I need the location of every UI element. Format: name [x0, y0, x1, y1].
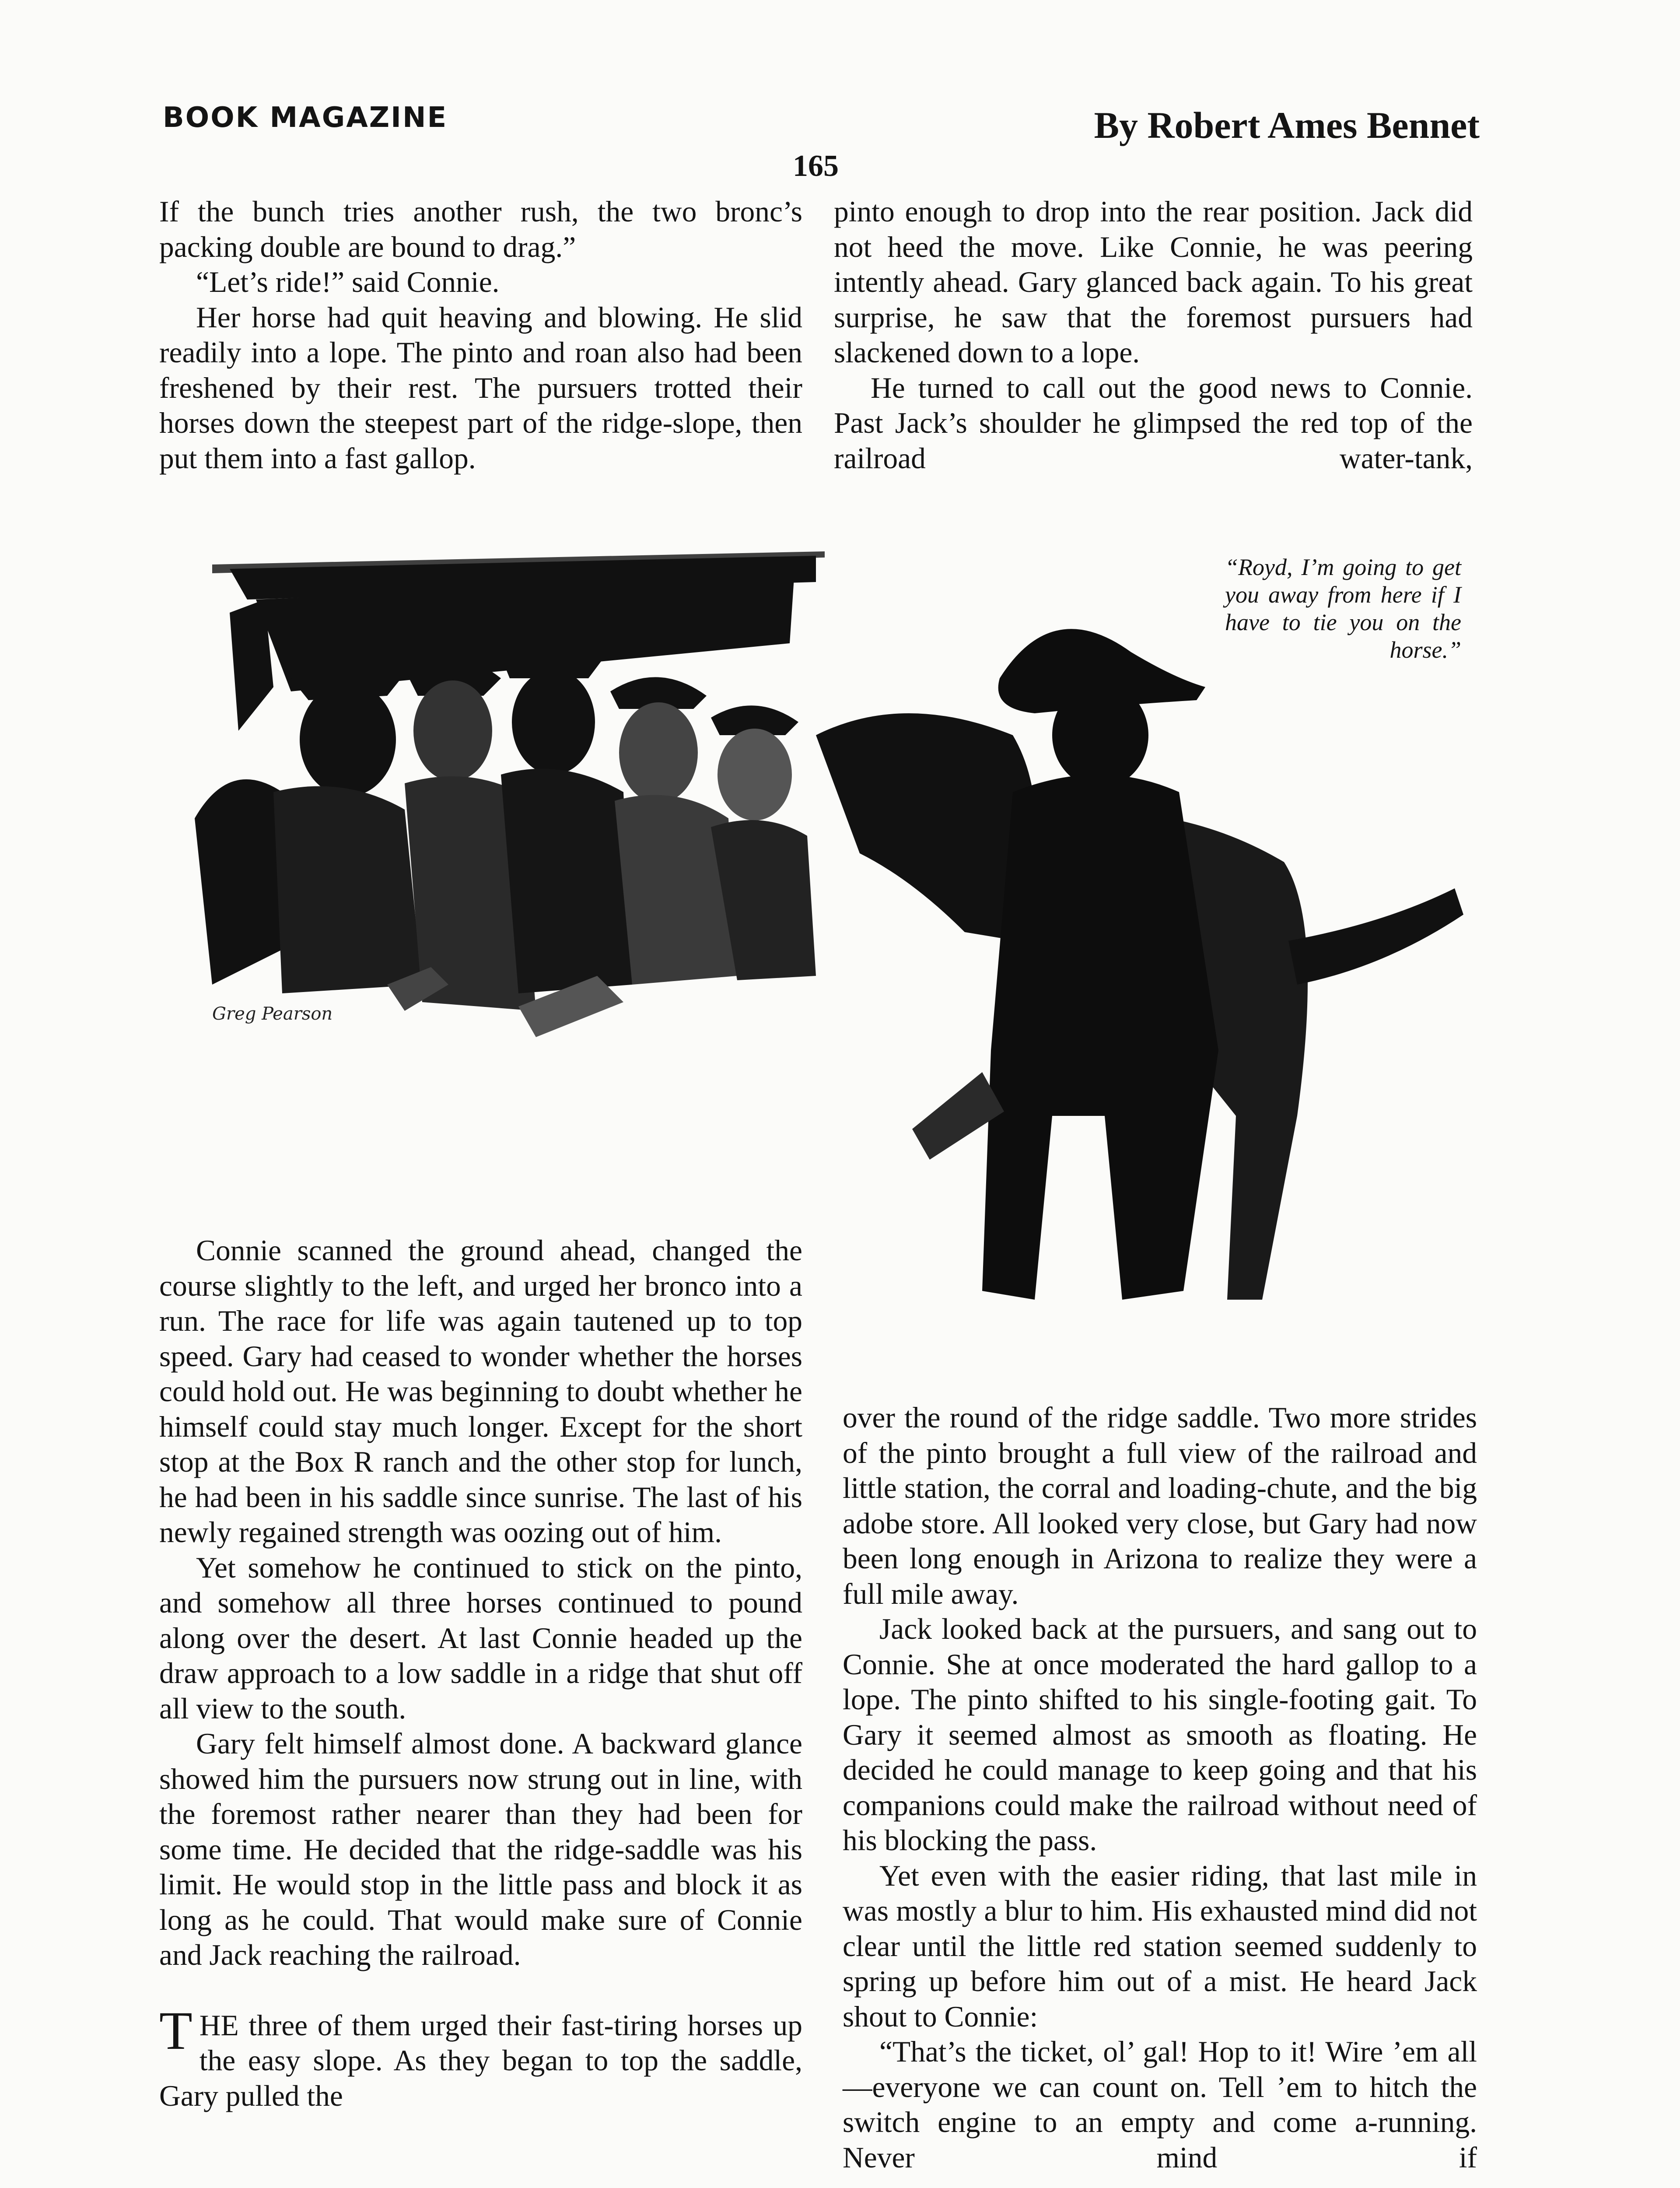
magazine-title: BOOK MAGAZINE [163, 102, 448, 134]
paragraph: Yet somehow he continued to stick on the pinto, and somehow all three horses continued to pound along over the desert. At last Connie headed up the draw approach to a low saddle in a ridge that shut off all view to the south. [159, 1551, 802, 1725]
section-opening-paragraph [159, 2000, 802, 2114]
right-column-top [834, 194, 1473, 476]
author-byline: By Robert Ames Bennet [1094, 104, 1480, 146]
paragraph: If the bunch tries another rush, the two bronc’s packing double are bound to drag.” [159, 195, 802, 263]
illustration-caption: “Royd, I’m going to get you away from here if I have to tie you on the horse.” [1225, 554, 1461, 663]
paragraph: pinto enough to drop into the rear position. Jack did not heed the move. Like Connie, he was peering intently ahead. Gary glanced back again. To his great surprise, he saw that the foremost pursuers had slackened down to a lope. [834, 195, 1473, 369]
section-opening-text: HE three of them urged their fast-tiring horses up the easy slope. As they began to top the saddle, Gary pulled the [159, 2009, 802, 2112]
paragraph: “Let’s ride!” said Connie. [196, 266, 500, 298]
paragraph: over the round of the ridge saddle. Two more strides of the pinto brought a full view of the railroad and little station, the corral and loading-chute, and the big adobe store. All looked very close, but Gary had now been long enough in Arizona to realize they were a full mile away. [843, 1401, 1477, 1610]
section-gap [159, 1973, 802, 2008]
left-column-top [159, 194, 802, 476]
paragraph: Connie scanned the ground ahead, changed the course slightly to the left, and urged her bronco into a run. The race for life was again tautened up to top speed. Gary had ceased to wonder whether the horses could hold out. He was beginning to doubt whether he himself could stay much longer. Except for the short stop at the Box R ranch and the other stop for lunch, he had been in his saddle since sunrise. The last of his newly regained strength was oozing out of him. [159, 1234, 802, 1549]
paragraph: Yet even with the easier riding, that last mile in was mostly a blur to him. His exhausted mind did not clear until the little red station seemed suddenly to spring up before him out of a mist. He heard Jack shout to Connie: [843, 1859, 1477, 2033]
paragraph: Her horse had quit heaving and blowing. He slid readily into a lope. The pinto and roan also had been freshened by their rest. The pursuers trotted their horses down the steepest part of the ridge-slope, then put them into a fast gallop. [159, 301, 802, 475]
paragraph: He turned to call out the good news to Connie. Past Jack’s shoulder he glimpsed the red top of the railroad water-tank, [834, 371, 1473, 475]
left-column-bottom [159, 1233, 802, 2114]
paragraph: Gary felt himself almost done. A backward glance showed him the pursuers now strung out in line, with the foremost rather nearer than they had been for some time. He decided that the ridge-saddle was his limit. He would stop in the little pass and block it as long as he could. That would make sure of Connie and Jack reaching the railroad. [159, 1727, 802, 1971]
paragraph: Jack looked back at the pursuers, and sang out to Connie. She at once moderated the hard gallop to a lope. The pinto shifted to his single-footing gait. To Gary it seemed almost as smooth as floating. He decided he could manage to keep going and that his companions could make the railroad without need of his blocking the pass. [843, 1613, 1477, 1857]
paragraph: “That’s the ticket, ol’ gal! Hop to it! Wire ’em all—everyone we can count on. Tell ’em to hitch the switch engine to an empty and come a-running. Never mind if [843, 2035, 1477, 2174]
cowboys-illustration [160, 547, 1481, 1352]
artist-signature: Greg Pearson [212, 1004, 333, 1024]
drop-cap: T [159, 2000, 192, 2061]
right-column-bottom [843, 1400, 1477, 2175]
page-number: 165 [793, 149, 839, 183]
